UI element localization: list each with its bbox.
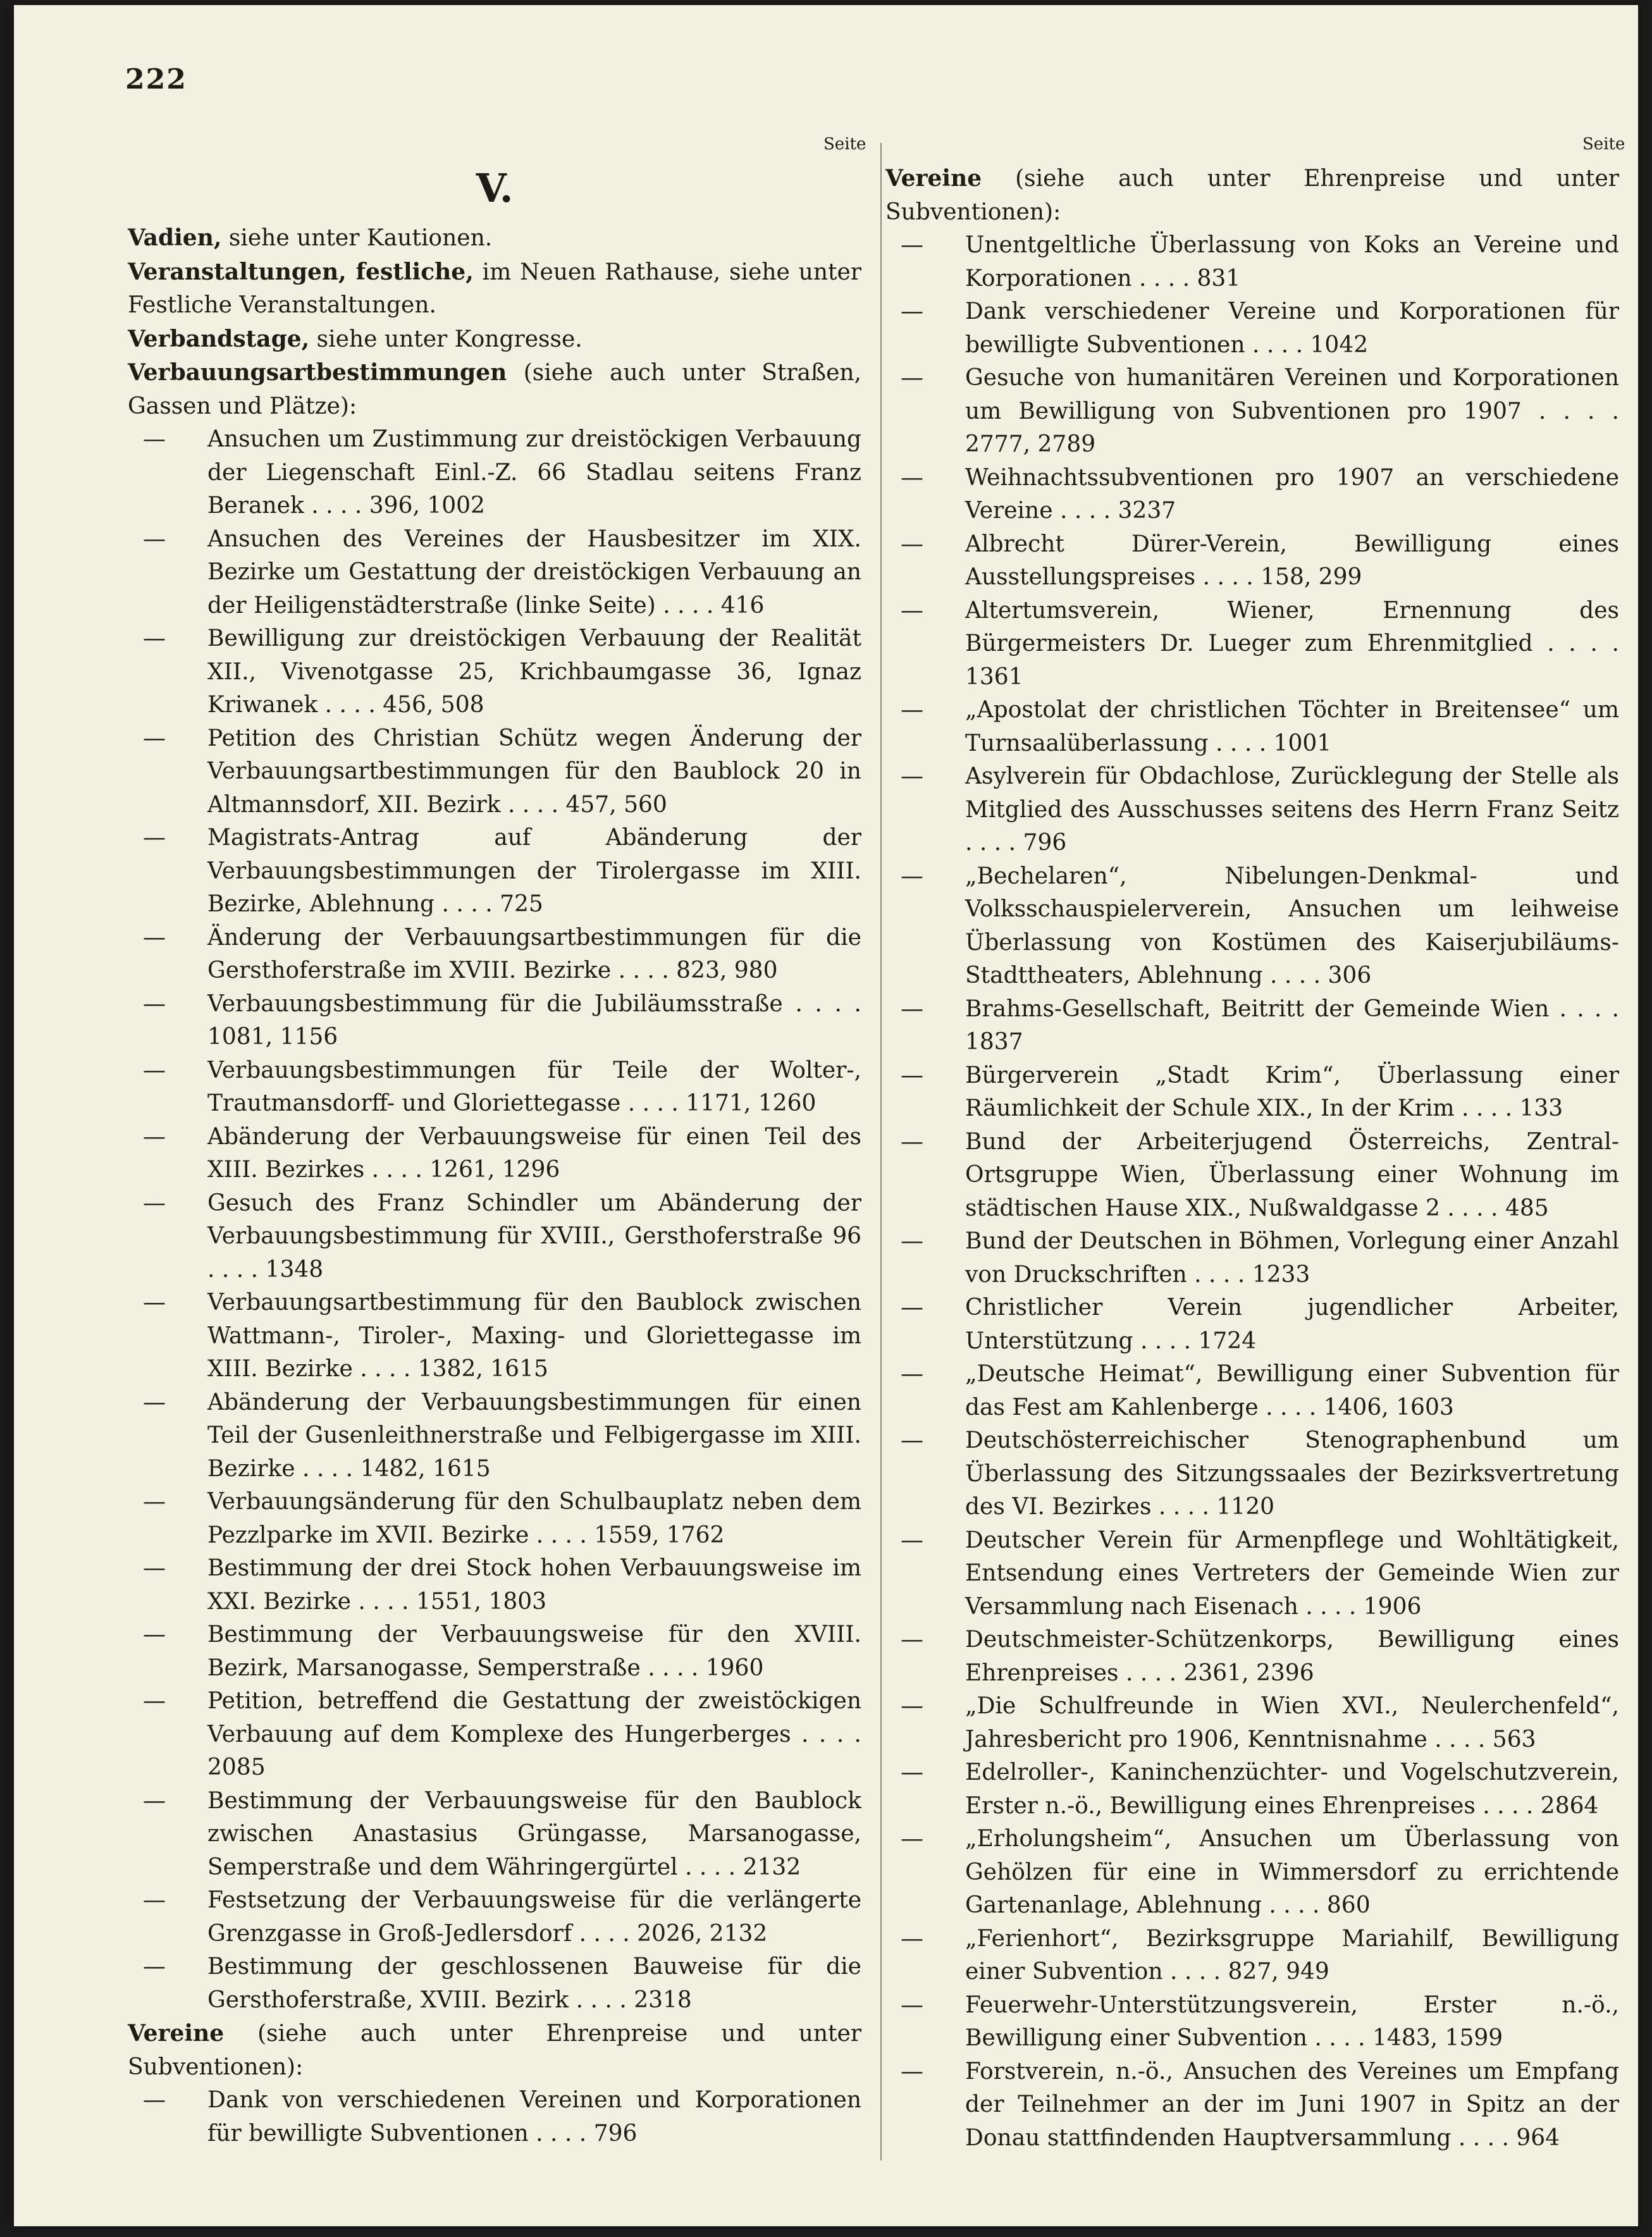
entry-dash: — [901,763,923,789]
page-references: 1551, 1803 [416,1588,547,1615]
entry-dash: — [901,299,923,324]
entry-text: Deutschmeister-Schützenkorps, Bewilligung eines Ehrenpreises [965,1627,1619,1686]
entry-text: Brahms-Gesellschaft, Beitritt der Gemeinde Wien [965,995,1560,1022]
page-references: 796 [1023,830,1067,856]
entry-dash: — [901,995,923,1022]
index-sub-entry [885,1358,1619,1424]
entry-dash: — [143,1057,166,1083]
index-sub-entry [885,295,1619,362]
index-sub-entry [128,2084,861,2150]
entry-text: Magistrats-Antrag auf Abänderung der Verbauungsbestimmungen der Tirolergasse im XIII. Bezirke, Ablehnung [207,825,861,917]
entry-text: „Ferienhort“, Bezirksgruppe Mariahilf, Bewilligung einer Subvention [965,1925,1619,1985]
entry-dash: — [143,426,166,452]
entry-text: Bund der Deutschen in Böhmen, Vorlegung einer Anzahl von Druckschriften [965,1228,1619,1288]
page-references: 396, 1002 [369,493,485,519]
page-references: 860 [1326,1892,1371,1918]
page-references: 1482, 1615 [360,1455,491,1482]
index-sub-entry [128,1486,861,1552]
entry-text: siehe unter Kautionen. [221,225,493,251]
entry-dash: — [143,526,166,552]
dot-leader: . . . . [1547,631,1619,656]
entry-dash: — [143,1290,166,1316]
entry-text: Verbauungsänderung für den Schulbauplatz neben dem Pezzlparke im XVII. Bezirke [207,1489,861,1548]
page-references: 1233 [1252,1261,1310,1288]
index-sub-entry [885,1823,1619,1923]
section-heading: V. [476,165,514,211]
index-main-entry [128,323,861,357]
entry-dash: — [143,2087,166,2113]
entry-dash: — [901,1295,923,1321]
dot-leader: . . . . [1447,1195,1505,1221]
page-references: 1837 [965,1029,1023,1055]
entry-text: Feuerwehr-Unterstützungsverein, Erster n.-ö., Bewilligung einer Subvention [965,1992,1619,2051]
entry-dash: — [143,1954,166,1980]
entry-text: Asylverein für Obdachlose, Zurücklegung der Stelle als Mitglied des Ausschusses seitens des Herrn Franz Seitz [965,763,1619,823]
dot-leader: . . . . [1169,1959,1228,1985]
entry-dash: — [901,1759,923,1785]
entry-text: Abänderung der Verbauungsweise für einen Teil des XIII. Bezirkes [207,1123,861,1183]
dot-leader: . . . . [1482,1792,1541,1819]
entry-dash: — [901,1992,923,2018]
page-references: 1081, 1156 [207,1024,338,1050]
page-references: 831 [1197,265,1241,292]
page-references: 796 [593,2120,638,2147]
index-sub-entry [885,1624,1619,1690]
entry-dash: — [143,990,166,1017]
page-references: 827, 949 [1228,1959,1329,1985]
entry-text: (siehe auch unter Straßen, Gassen und Plätze): [128,360,861,419]
dot-leader: . . . . [576,1987,634,2013]
dot-leader: . . . . [441,891,500,917]
entry-dash: — [143,1190,166,1216]
index-sub-entry [885,1923,1619,1989]
dot-leader: . . . . [1434,1726,1493,1753]
entry-dash: — [143,1489,166,1515]
entry-text: Edelroller-, Kaninchenzüchter- und Vogelschutzverein, Erster n.-ö., Bewilligung eines Ehrenpreises [965,1759,1619,1819]
index-sub-entry [885,1424,1619,1524]
page-references: 1483, 1599 [1372,2025,1503,2051]
page-references: 1001 [1273,730,1332,756]
dot-leader: . . . . [1458,2124,1517,2151]
dot-leader: . . . . [1158,1494,1217,1520]
index-sub-entry [885,528,1619,595]
entry-text: „Die Schulfreunde in Wien XVI., Neulerchenfeld“, Jahresbericht pro 1906, Kenntnisnahme [965,1693,1619,1753]
index-sub-entry [128,622,861,722]
book-page [14,5,1638,2226]
entry-text: Dank verschiedener Vereine und Korporationen für bewilligte Subventionen [965,299,1619,358]
dot-leader: . . . . [1314,2025,1373,2051]
page-references: 2361, 2396 [1183,1660,1314,1686]
index-sub-entry [128,1950,861,2017]
dot-leader: . . . . [579,1920,638,1947]
index-sub-entry [128,423,861,523]
entry-dash: — [901,697,923,723]
entry-dash: — [143,1389,166,1415]
dot-leader: . . . . [324,692,383,718]
index-sub-entry [885,1059,1619,1126]
entry-dash: — [143,625,166,651]
right-entry-list [885,162,1619,2155]
page-references: 133 [1519,1095,1563,1121]
page-references: 456, 508 [383,692,484,718]
entry-text: im Neuen Rathause, siehe unter Festliche Veranstaltungen. [128,259,861,318]
index-sub-entry [885,694,1619,760]
dot-leader: . . . . [801,1721,861,1747]
entry-text: „Deutsche Heimat“, Bewilligung einer Subvention für das Fest am Kahlenberge [965,1361,1619,1420]
entry-dash: — [143,1887,166,1913]
dot-leader: . . . . [663,592,721,619]
entry-dash: — [901,531,923,557]
entry-dash: — [143,1787,166,1814]
index-sub-entry [128,722,861,822]
entry-text: „Bechelaren“, Nibelungen-Denkmal- und Volksschauspielerverein, Ansuchen um leihweise Überlassung von Kostümen des Kaiserjubiläums-Stadttheaters, Ablehnung [965,863,1619,989]
dot-leader: . . . . [1194,1261,1252,1288]
index-sub-entry [885,1690,1619,1756]
entry-dash: — [901,2058,923,2085]
page-references: 1120 [1216,1494,1275,1520]
page-number: 222 [125,63,187,96]
dot-leader: . . . . [1266,1394,1324,1420]
dot-leader: . . . . [965,830,1023,856]
entry-dash: — [901,1627,923,1653]
dot-leader: . . . . [358,1588,416,1615]
entry-text: Unentgeltliche Überlassung von Koks an Vereine und Korporationen [965,232,1619,292]
dot-leader: . . . . [618,958,677,983]
index-sub-entry [128,1685,861,1785]
entry-text: Gesuch des Franz Schindler um Abänderung der Verbauungsbestimmung für XVIII., Gersthoferstraße 96 [207,1190,861,1249]
entry-text: Bestimmung der drei Stock hohen Verbauungsweise im XXI. Bezirke [207,1555,861,1615]
index-sub-entry [128,1552,861,1618]
index-sub-entry [885,1989,1619,2055]
page-references: 1171, 1260 [686,1090,817,1116]
entry-text: Verbauungsartbestimmung für den Baublock zwischen Wattmann-, Tiroler-, Maxing- und Gloriettegasse im XIII. Bezirke [207,1290,861,1382]
page-references: 306 [1328,963,1372,989]
entry-text: Deutscher Verein für Armenpflege und Wohltätigkeit, Entsendung eines Vertreters der Gemeinde Wien zur Versammlung nach Eisenach [965,1527,1619,1620]
entry-text: Änderung der Verbauungsartbestimmungen für die Gersthoferstraße im XVIII. Bezirke [207,924,861,983]
entry-heading: Veranstaltungen, festliche, [128,258,474,285]
page-references: 563 [1492,1726,1536,1753]
entry-text: Gesuche von humanitären Vereinen und Korporationen um Bewilligung von Subventionen pro 1907 [965,365,1619,424]
column-divider [880,143,882,2160]
page-references: 485 [1505,1195,1549,1221]
entry-dash: — [901,1527,923,1553]
page-references: 1559, 1762 [594,1522,725,1548]
entry-heading: Verbauungsartbestimmungen [128,359,507,386]
index-sub-entry [885,1291,1619,1358]
dot-leader: . . . . [1559,995,1620,1022]
dot-leader: . . . . [648,1655,706,1681]
entry-text: Abänderung der Verbauungsbestimmungen für einen Teil der Gusenleithnerstraße und Felbigergasse im XIII. Bezirke [207,1389,861,1482]
entry-heading: Vereine [885,165,982,192]
page-references: 2085 [207,1754,266,1780]
entry-text: Bestimmung der geschlossenen Bauweise für die Gersthoferstraße, XVIII. Bezirk [207,1954,861,2013]
entry-dash: — [901,1693,923,1719]
dot-leader: . . . . [627,1090,686,1116]
right-column [885,162,1619,2155]
index-main-entry [128,2017,861,2084]
dot-leader: . . . . [795,990,862,1017]
dot-leader: . . . . [1140,1328,1199,1354]
dot-leader: . . . . [536,2120,594,2147]
entry-text: Bewilligung zur dreistöckigen Verbauung der Realität XII., Vivenotgasse 25, Krichbaumgasse 36, Ignaz Kriwanek [207,625,861,718]
entry-text: Altertumsverein, Wiener, Ernennung des Bürgermeisters Dr. Lueger zum Ehrenmitglied [965,597,1619,656]
dot-leader: . . . . [302,1455,361,1482]
index-sub-entry [885,760,1619,860]
page-references: 1906 [1363,1593,1422,1620]
index-sub-entry [128,1286,861,1386]
index-sub-entry [128,523,861,623]
entry-text: Ansuchen um Zustimmung zur dreistöckigen Verbauung der Liegenschaft Einl.-Z. 66 Stadlau seitens Franz Beranek [207,426,861,519]
entry-dash: — [901,464,923,491]
index-sub-entry [128,1785,861,1885]
dot-leader: . . . . [1269,963,1328,989]
entry-text: Petition des Christian Schütz wegen Änderung der Verbauungsartbestimmungen für den Baublock 20 in Altmannsdorf, XII. Bezirk [207,725,861,818]
index-sub-entry [128,1884,861,1950]
page-references: 158, 299 [1261,564,1362,590]
page-references: 1361 [965,663,1023,690]
left-column [128,162,861,2150]
index-sub-entry [128,1386,861,1486]
entry-text: „Apostolat der christlichen Töchter in Breitensee“ um Turnsaalüberlassung [965,697,1619,756]
page-references: 2026, 2132 [637,1920,768,1947]
seite-label-right: Seite [1582,135,1625,154]
page-references: 1382, 1615 [417,1356,548,1382]
index-sub-entry [885,462,1619,528]
dot-leader: . . . . [536,1522,595,1548]
index-sub-entry [128,921,861,988]
index-sub-entry [885,2055,1619,2155]
page-references: 1960 [705,1655,764,1681]
entry-dash: — [901,1361,923,1387]
entry-text: (siehe auch unter Ehrenpreise und unter Subventionen): [885,166,1619,225]
page-references: 2318 [634,1987,692,2013]
page-references: 457, 560 [565,791,667,818]
page-references: 964 [1516,2124,1560,2151]
entry-dash: — [143,825,166,851]
dot-leader: . . . . [507,791,566,818]
index-main-entry [885,162,1619,229]
dot-leader: . . . . [1538,398,1619,424]
index-sub-entry [128,1187,861,1287]
page-references: 2777, 2789 [965,431,1096,457]
index-sub-entry [128,988,861,1054]
entry-text: Deutschösterreichischer Stenographenbund um Überlassung des Sitzungssaales der Bezirksvertretung des VI. Bezirkes [965,1427,1619,1520]
entry-text: Ansuchen des Vereines der Hausbesitzer im XIX. Bezirke um Gestattung der dreistöckigen Verbauung an der Heiligenstädterstraße (linke Seite) [207,526,861,619]
index-sub-entry [128,1618,861,1685]
entry-text: Bürgerverein „Stadt Krim“, Überlassung einer Räumlichkeit der Schule XIX., In der Krim [965,1062,1619,1121]
index-sub-entry [885,1756,1619,1823]
dot-leader: . . . . [1216,730,1274,756]
entry-text: Weihnachtssubventionen pro 1907 an verschiedene Vereine [965,464,1619,524]
index-sub-entry [128,822,861,921]
entry-dash: — [143,1688,166,1714]
entry-dash: — [901,1128,923,1155]
dot-leader: . . . . [1252,331,1310,358]
index-sub-entry [128,1121,861,1187]
entry-dash: — [901,232,923,258]
index-sub-entry [885,1524,1619,1624]
index-sub-entry [885,595,1619,694]
index-main-entry [128,256,861,323]
dot-leader: . . . . [1125,1660,1184,1686]
index-sub-entry [885,362,1619,462]
entry-dash: — [901,1925,923,1952]
entry-text: Forstverein, n.-ö., Ansuchen des Vereines um Empfang der Teilnehmer an der im Juni 1907 in Spitz an der Donau stattfindenden Hauptversammlung [965,2058,1619,2151]
dot-leader: . . . . [1461,1095,1520,1121]
entry-text: Verbauungsbestimmungen für Teile der Wolter-, Trautmansdorff- und Gloriettegasse [207,1057,861,1116]
entry-dash: — [143,924,166,951]
entry-dash: — [901,597,923,624]
entry-text: Festsetzung der Verbauungsweise für die verlängerte Grenzgasse in Groß-Jedlersdorf [207,1887,861,1947]
entry-dash: — [143,1555,166,1581]
page-references: 3237 [1118,498,1176,524]
dot-leader: . . . . [207,1256,266,1283]
entry-dash: — [901,1826,923,1852]
dot-leader: . . . . [1138,265,1197,292]
entry-dash: — [901,365,923,391]
dot-leader: . . . . [685,1854,743,1880]
entry-dash: — [901,1062,923,1088]
dot-leader: . . . . [311,493,369,519]
page-references: 1261, 1296 [429,1157,560,1183]
entry-heading: Verbandstage, [128,325,310,352]
page-references: 416 [720,592,765,619]
dot-leader: . . . . [1269,1892,1327,1918]
entry-dash: — [901,1228,923,1254]
dot-leader: . . . . [1305,1593,1364,1620]
entry-heading: Vereine [128,2020,225,2047]
entry-text: Bestimmung der Verbauungsweise für den Baublock zwischen Anastasius Grüngasse, Marsanogasse, Semperstraße und dem Währingergürtel [207,1787,861,1880]
page-references: 1406, 1603 [1323,1394,1454,1420]
page-references: 1348 [265,1256,324,1283]
entry-text: siehe unter Kongresse. [309,326,583,352]
entry-text: Bund der Arbeiterjugend Österreichs, Zentral-Ortsgruppe Wien, Überlassung einer Wohnung im städtischen Hause XIX., Nußwaldgasse 2 [965,1128,1619,1221]
entry-text: (siehe auch unter Ehrenpreise und unter Subventionen): [128,2021,861,2080]
entry-text: Verbauungsbestimmung für die Jubiläumsstraße [207,990,796,1017]
index-sub-entry [128,1054,861,1121]
dot-leader: . . . . [360,1356,418,1382]
entry-text: Bestimmung der Verbauungsweise für den XVIII. Bezirk, Marsanogasse, Semperstraße [207,1622,861,1681]
page-references: 1042 [1310,331,1369,358]
page-references: 2132 [743,1854,801,1880]
page-references: 1724 [1198,1328,1257,1354]
entry-dash: — [901,863,923,889]
dot-leader: . . . . [371,1157,430,1183]
entry-dash: — [143,725,166,751]
seite-label-left: Seite [823,135,866,154]
entry-dash: — [143,1123,166,1150]
page-references: 725 [500,891,543,917]
index-sub-entry [885,993,1619,1059]
entry-text: Albrecht Dürer-Verein, Bewilligung eines Ausstellungspreises [965,531,1619,590]
entry-text: „Erholungsheim“, Ansuchen um Überlassung von Gehölzen für eine in Wimmersdorf zu errichtende Gartenanlage, Ablehnung [965,1826,1619,1918]
entry-dash: — [143,1622,166,1648]
entry-text: Petition, betreffend die Gestattung der zweistöckigen Verbauung auf dem Komplexe des Hungerberges [207,1688,861,1747]
page-references: 823, 980 [676,958,778,983]
index-sub-entry [885,1225,1619,1291]
dot-leader: . . . . [1202,564,1261,590]
entry-text: Dank von verschiedenen Vereinen und Korporationen für bewilligte Subventionen [207,2087,861,2147]
entry-dash: — [901,1427,923,1453]
index-main-entry [128,356,861,423]
page-references: 2864 [1540,1792,1599,1819]
entry-text: Christlicher Verein jugendlicher Arbeiter, Unterstützung [965,1295,1619,1354]
dot-leader: . . . . [1059,498,1118,524]
index-main-entry [128,221,861,256]
entry-heading: Vadien, [128,225,222,251]
left-entry-list [128,221,861,2150]
index-sub-entry [885,860,1619,993]
index-sub-entry [885,229,1619,295]
index-sub-entry [885,1126,1619,1226]
